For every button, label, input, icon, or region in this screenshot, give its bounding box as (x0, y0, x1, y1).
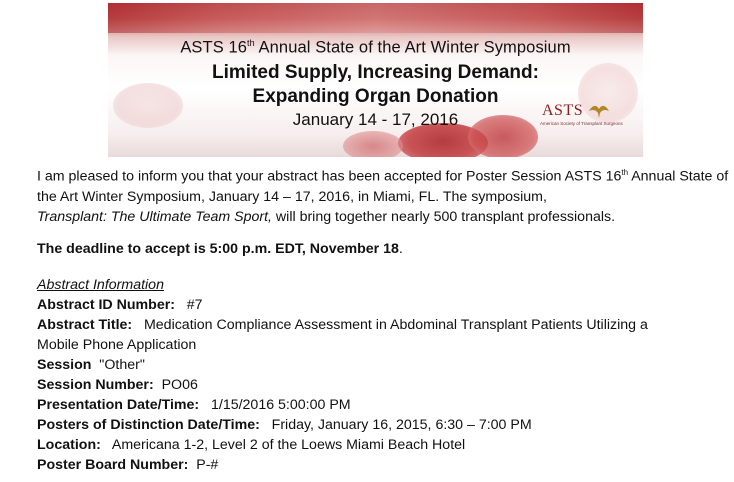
banner-theme-line-2: Expanding Organ Donation (252, 86, 499, 107)
session-row: Session "Other" (37, 357, 145, 373)
eagle-icon (588, 102, 610, 120)
symposium-banner (108, 3, 643, 157)
banner-theme-line-1: Limited Supply, Increasing Demand: (212, 62, 539, 83)
session-number-row: Session Number: PO06 (37, 377, 198, 393)
poster-board-row: Poster Board Number: P-# (37, 457, 219, 473)
abstract-title-continuation: Mobile Phone Application (37, 337, 197, 353)
abstract-title-row: Abstract Title: Medication Compliance Assessment in Abdominal Transplant Patients Utilizing a (37, 317, 648, 333)
deadline-notice: The deadline to accept is 5:00 p.m. EDT, November 18. (37, 241, 403, 257)
banner-title-line: ASTS 16th Annual State of the Art Winter Symposium (180, 38, 571, 57)
posters-distinction-row: Posters of Distinction Date/Time: Friday, January 16, 2015, 6:30 – 7:00 PM (37, 417, 532, 433)
abstract-id-row: Abstract ID Number: #7 (37, 297, 203, 313)
abstract-information (37, 275, 734, 475)
asts-logo: ASTS American Society of Transplant Surgeons (540, 102, 623, 126)
blood-cell-decoration (343, 131, 403, 157)
acceptance-paragraph: I am pleased to inform you that your abstract has been accepted for Poster Session ASTS 16th Annual State of the Art Winter Symposium, January 14 – 17, 2016, in Miami, FL. The symposium, Transplant: The Ultimate Team Sport, will bring together nearly 500 transplant professionals. (37, 168, 729, 225)
banner-date: January 14 - 17, 2016 (292, 110, 459, 129)
location-row: Location: Americana 1-2, Level 2 of the Loews Miami Beach Hotel (37, 437, 466, 453)
presentation-datetime-row: Presentation Date/Time: 1/15/2016 5:00:00 PM (37, 397, 351, 413)
section-heading: Abstract Information (37, 277, 164, 293)
banner-top-band (108, 3, 643, 33)
